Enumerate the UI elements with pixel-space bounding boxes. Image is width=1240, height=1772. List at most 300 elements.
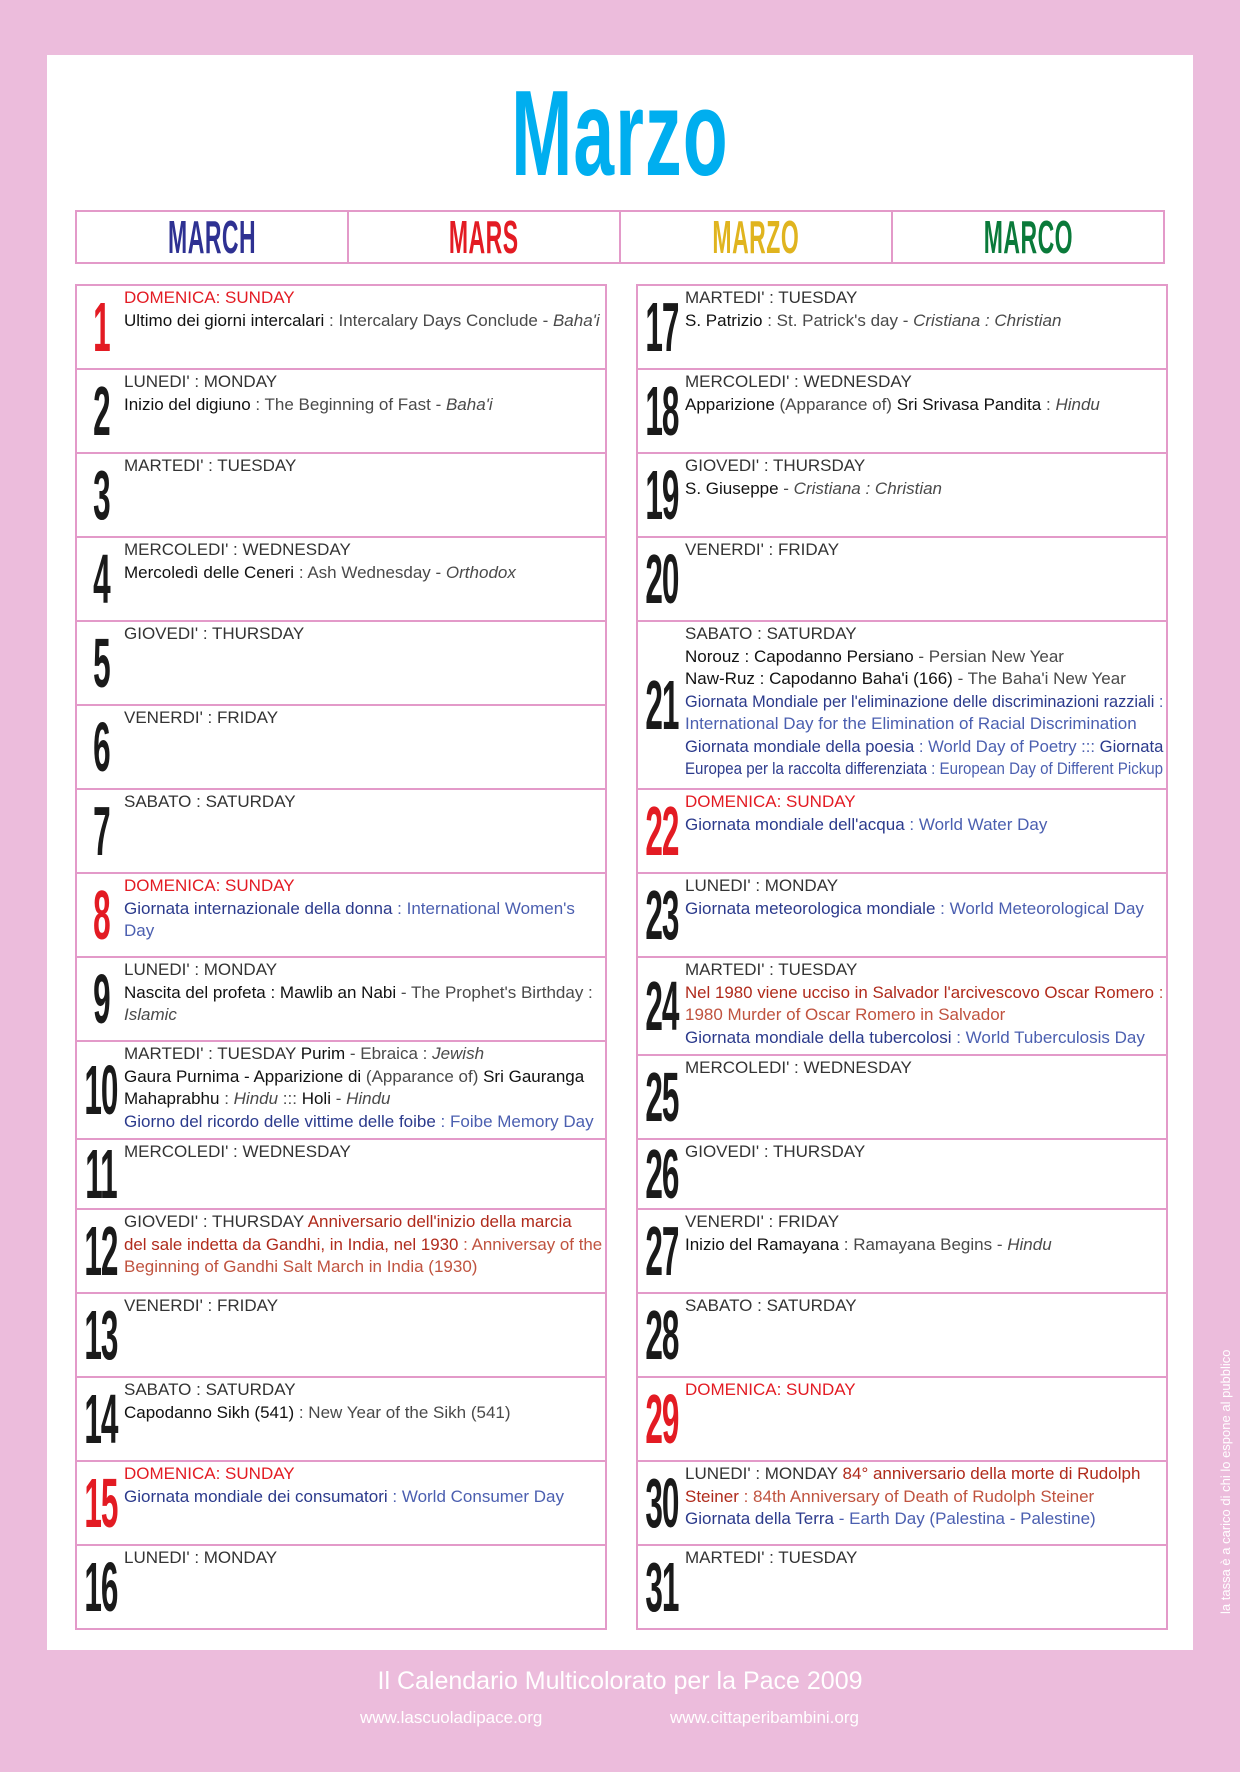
event-text: : Ash Wednesday -	[294, 562, 446, 582]
day-number-box	[77, 958, 125, 1040]
day-text-line	[124, 791, 602, 814]
day-number-box	[77, 1042, 125, 1138]
day-text-line	[124, 898, 602, 921]
day-number-box	[638, 1378, 686, 1460]
event-text: Capodanno Sikh (541)	[124, 1402, 295, 1422]
weekday-label: LUNEDI' : MONDAY	[124, 960, 278, 979]
day-text-line	[685, 1508, 1163, 1531]
event-text: 1980 Murder of Oscar Romero in Salvador	[685, 1005, 1006, 1024]
day-number-box	[77, 454, 125, 536]
event-text: Gaura Purnima - Apparizione di	[124, 1066, 362, 1086]
day-text	[685, 539, 1163, 562]
event-text: Norouz : Capodanno Persiano	[685, 646, 914, 666]
month-name-translations	[75, 210, 1165, 264]
day-text-line	[685, 478, 1163, 501]
day-text	[124, 1547, 602, 1570]
day-row-18	[636, 368, 1168, 454]
day-number: 14	[84, 1380, 118, 1458]
day-number-box	[77, 790, 125, 872]
day-number-box	[638, 1056, 686, 1138]
day-number-box	[77, 286, 125, 368]
day-text	[685, 959, 1163, 1049]
event-text: - Ebraica :	[345, 1044, 433, 1063]
day-number-box	[77, 622, 125, 704]
weekday-label: SABATO : SATURDAY	[124, 1380, 296, 1399]
event-text: S. Patrizio	[685, 310, 763, 330]
day-text	[124, 455, 602, 478]
day-number: 4	[92, 540, 110, 618]
day-text-line	[124, 1295, 602, 1318]
event-text: : 84th Anniversary of Death of Rudolph Steiner	[738, 1486, 1095, 1506]
event-text: - Earth Day (Palestina - Palestine)	[834, 1509, 1096, 1528]
event-text: : World Day of Poetry :::	[914, 736, 1100, 756]
day-number-box	[77, 1294, 125, 1376]
day-text-line	[685, 982, 1164, 1005]
side-note: la tassa è a carico di chi lo espone al pubblico	[1218, 1349, 1233, 1614]
event-text: Giornata mondiale dei consumatori	[124, 1486, 388, 1506]
event-text: 84° anniversario della morte di Rudolph	[842, 1464, 1141, 1483]
weekday-label: DOMENICA: SUNDAY	[685, 792, 856, 811]
event-text: Sri Srivasa Pandita	[896, 394, 1042, 414]
day-number: 2	[92, 372, 110, 450]
day-text-line	[685, 455, 1163, 478]
day-text-line	[685, 1234, 1163, 1257]
event-text: Giornata della Terra	[685, 1509, 834, 1528]
day-text	[124, 287, 602, 332]
day-number: 15	[84, 1464, 118, 1542]
day-number: 25	[645, 1058, 679, 1136]
day-text	[685, 1211, 1163, 1256]
day-text	[685, 1379, 1163, 1402]
lang-cell-french	[349, 212, 621, 262]
event-text: :	[1154, 982, 1164, 1002]
weekday-label: VENERDI' : FRIDAY	[685, 540, 840, 559]
event-text: Apparizione	[685, 394, 775, 414]
weekday-label: LUNEDI' : MONDAY	[124, 1548, 278, 1567]
day-number: 22	[645, 792, 679, 870]
event-text: (Apparance of)	[361, 1066, 484, 1086]
day-text-line	[124, 707, 602, 730]
event-text: Holi	[301, 1089, 331, 1108]
event-text: Ultimo dei giorni intercalari	[124, 310, 325, 330]
day-number: 24	[645, 967, 679, 1045]
event-text: :	[219, 1089, 234, 1108]
event-text: Anniversario dell'inizio della marcia	[307, 1212, 572, 1231]
weekday-label: SABATO : SATURDAY	[124, 792, 296, 811]
day-row-23	[636, 872, 1168, 958]
event-text: Beginning of Gandhi Salt March in India (1930)	[124, 1257, 478, 1276]
day-text	[124, 1043, 602, 1133]
day-number: 23	[645, 876, 679, 954]
day-row-4	[75, 536, 607, 622]
lang-cell-croatian	[893, 212, 1163, 262]
month-name-spanish: MARZO	[712, 212, 800, 262]
day-text	[685, 371, 1163, 416]
event-text: Hindu	[1055, 394, 1100, 414]
day-text	[124, 959, 602, 1027]
day-row-21	[636, 620, 1168, 790]
day-number-box	[638, 622, 686, 788]
day-row-3	[75, 452, 607, 538]
day-text	[124, 1295, 602, 1318]
weekday-label: SABATO : SATURDAY	[685, 624, 857, 643]
day-row-14	[75, 1376, 607, 1462]
day-number: 16	[84, 1548, 118, 1626]
day-text	[124, 539, 602, 584]
day-text-line	[124, 1211, 602, 1234]
day-number-box	[638, 370, 686, 452]
day-text	[685, 1141, 1163, 1164]
day-text	[685, 1463, 1163, 1531]
event-text: Nascita del profeta : Mawlib an Nabi	[124, 982, 397, 1002]
weekday-label: GIOVEDI' : THURSDAY	[685, 1142, 866, 1161]
event-text: : International Women's	[392, 898, 575, 918]
day-number-box	[638, 958, 686, 1054]
day-text-line	[685, 1027, 1163, 1050]
day-text-line	[124, 1547, 602, 1570]
day-text-line	[685, 310, 1163, 333]
month-name-croatian: MARCO	[983, 212, 1073, 262]
event-text: Mercoledì delle Ceneri	[124, 562, 295, 582]
day-number: 28	[645, 1296, 679, 1374]
event-text: Naw-Ruz : Capodanno Baha'i (166)	[685, 669, 953, 688]
day-text	[685, 1295, 1163, 1318]
day-text-line	[685, 736, 1164, 759]
day-number: 1	[92, 288, 110, 366]
weekday-label: MARTEDI' : TUESDAY	[685, 960, 858, 979]
day-number-box	[77, 706, 125, 788]
day-text	[124, 623, 602, 646]
day-number: 19	[645, 456, 679, 534]
event-text: Giorno del ricordo delle vittime delle foibe	[124, 1111, 436, 1131]
day-row-10	[75, 1040, 607, 1140]
day-number-box	[77, 874, 125, 956]
footer-title: Il Calendario Multicolorato per la Pace 2009	[377, 1667, 863, 1695]
day-row-16	[75, 1544, 607, 1630]
event-text: Sri Gauranga	[483, 1066, 585, 1086]
day-text	[124, 1141, 602, 1164]
event-text: Giornata	[1099, 736, 1164, 756]
event-text: Islamic	[124, 1005, 177, 1024]
event-text: Purim	[300, 1044, 346, 1063]
day-number: 30	[645, 1464, 679, 1542]
event-text: : World Tuberculosis Day	[951, 1027, 1145, 1047]
day-text-line	[124, 1043, 602, 1066]
event-text: : European Day of Different Pickup	[926, 759, 1164, 778]
days-column-right	[636, 286, 1168, 1630]
weekday-label: MARTEDI' : TUESDAY	[685, 288, 858, 307]
day-number: 11	[85, 1138, 117, 1210]
weekday-label: MARTEDI' : TUESDAY	[124, 456, 297, 475]
weekday-label: GIOVEDI' : THURSDAY	[124, 1212, 308, 1231]
event-text: -	[778, 478, 794, 498]
day-row-7	[75, 788, 607, 874]
day-text-line	[124, 1463, 602, 1486]
day-text-line	[124, 371, 602, 394]
day-text-line	[124, 982, 602, 1005]
day-number-box	[77, 1546, 125, 1628]
day-row-26	[636, 1138, 1168, 1210]
day-row-11	[75, 1138, 607, 1210]
day-number-box	[638, 1294, 686, 1376]
day-text-line	[685, 1463, 1163, 1486]
day-text-line	[124, 310, 602, 333]
day-text-line	[685, 668, 1163, 691]
day-number: 27	[645, 1212, 679, 1290]
day-row-31	[636, 1544, 1168, 1630]
weekday-label: LUNEDI' : MONDAY	[685, 1464, 843, 1483]
event-text: - Persian New Year	[913, 646, 1064, 666]
day-number-box	[638, 454, 686, 536]
event-text: -	[330, 1089, 347, 1108]
day-text-line	[124, 1111, 602, 1134]
event-text: Cristiana : Christian	[793, 478, 942, 498]
weekday-label: MARTEDI' : TUESDAY	[124, 1044, 301, 1063]
weekday-label: VENERDI' : FRIDAY	[685, 1212, 840, 1231]
event-text: Europea per la raccolta differenziata	[685, 759, 927, 778]
day-row-8	[75, 872, 607, 958]
day-number: 31	[645, 1548, 679, 1626]
event-text: - The Prophet's Birthday :	[396, 982, 593, 1002]
day-number: 7	[92, 792, 110, 870]
day-text-line	[685, 758, 1164, 781]
day-text	[124, 371, 602, 416]
event-text: Baha'i	[445, 394, 493, 414]
event-text: Giornata internazionale della donna	[124, 898, 393, 918]
day-text	[124, 875, 602, 943]
day-text-line	[685, 1141, 1163, 1164]
day-number-box	[638, 1140, 686, 1208]
event-text: International Day for the Elimination of Racial Discrimination	[685, 714, 1137, 733]
day-number-box	[638, 1546, 686, 1628]
day-number-box	[77, 538, 125, 620]
footer-link-cittaperibambini[interactable]: www.cittaperibambini.org	[670, 1708, 859, 1727]
event-text: Baha'i	[552, 310, 600, 330]
day-text-line	[124, 394, 602, 417]
event-text: :::	[278, 1089, 302, 1108]
event-text: : New Year of the Sikh (541)	[294, 1402, 511, 1422]
day-text-line	[685, 1004, 1163, 1027]
weekday-label: GIOVEDI' : THURSDAY	[124, 624, 305, 643]
day-row-28	[636, 1292, 1168, 1378]
weekday-label: MERCOLEDI' : WEDNESDAY	[124, 1142, 351, 1161]
day-text-line	[124, 920, 602, 943]
day-text	[124, 1211, 602, 1279]
day-text	[124, 1379, 602, 1424]
lang-cell-english	[77, 212, 349, 262]
day-row-24	[636, 956, 1168, 1056]
day-number-box	[77, 1462, 125, 1544]
day-number: 9	[92, 960, 110, 1038]
day-text-line	[685, 898, 1163, 921]
day-number-box	[77, 1378, 125, 1460]
day-text	[685, 875, 1163, 920]
weekday-label: DOMENICA: SUNDAY	[124, 288, 295, 307]
day-number-box	[77, 1140, 125, 1208]
day-text-line	[685, 287, 1163, 310]
day-row-9	[75, 956, 607, 1042]
day-text-line	[124, 1088, 602, 1111]
event-text: : St. Patrick's day -	[762, 310, 914, 330]
day-row-27	[636, 1208, 1168, 1294]
day-text	[685, 455, 1163, 500]
day-row-20	[636, 536, 1168, 622]
day-text-line	[685, 1211, 1163, 1234]
day-text-line	[124, 1066, 602, 1089]
day-text-line	[124, 1379, 602, 1402]
event-text: : Foibe Memory Day	[435, 1111, 594, 1131]
day-number-box	[638, 286, 686, 368]
event-text: : Ramayana Begins -	[839, 1234, 1008, 1254]
event-text: Cristiana : Christian	[913, 310, 1062, 330]
lang-cell-spanish	[621, 212, 893, 262]
day-text-line	[685, 713, 1163, 736]
day-row-2	[75, 368, 607, 454]
day-row-5	[75, 620, 607, 706]
day-number: 12	[84, 1212, 118, 1290]
weekday-label: GIOVEDI' : THURSDAY	[685, 456, 866, 475]
day-number: 5	[92, 624, 110, 702]
event-text: Hindu	[233, 1089, 279, 1108]
day-number: 10	[84, 1051, 118, 1129]
event-text: Steiner	[685, 1486, 739, 1506]
day-row-15	[75, 1460, 607, 1546]
day-text-line	[124, 959, 602, 982]
day-text-line	[685, 539, 1163, 562]
event-text: : World Water Day	[904, 814, 1048, 834]
day-text-line	[685, 875, 1163, 898]
weekday-label: MERCOLEDI' : WEDNESDAY	[685, 1058, 912, 1077]
event-text: :	[1154, 691, 1164, 711]
weekday-label: MERCOLEDI' : WEDNESDAY	[124, 540, 351, 559]
day-number: 29	[645, 1380, 679, 1458]
event-text: Giornata mondiale della tubercolosi	[685, 1027, 952, 1047]
weekday-label: VENERDI' : FRIDAY	[124, 708, 279, 727]
day-row-13	[75, 1292, 607, 1378]
day-text-line	[124, 623, 602, 646]
day-row-17	[636, 284, 1168, 370]
day-text	[685, 1057, 1163, 1080]
event-text: del sale indetta da Gandhi, in India, nel 1930	[124, 1234, 459, 1254]
event-text: : World Meteorological Day	[935, 898, 1144, 918]
weekday-label: DOMENICA: SUNDAY	[124, 1464, 295, 1483]
event-text: : Anniversay of the	[458, 1234, 603, 1254]
day-text-line	[124, 875, 602, 898]
day-text-line	[124, 455, 602, 478]
day-row-12	[75, 1208, 607, 1294]
day-text	[685, 623, 1163, 781]
day-number-box	[77, 370, 125, 452]
day-text-line	[124, 539, 602, 562]
event-text: Inizio del Ramayana	[685, 1234, 840, 1254]
day-number: 26	[645, 1138, 679, 1210]
weekday-label: LUNEDI' : MONDAY	[124, 372, 278, 391]
day-text-line	[124, 1141, 602, 1164]
event-text: : World Consumer Day	[387, 1486, 565, 1506]
event-text: Giornata mondiale della poesia	[685, 736, 915, 756]
day-text-line	[685, 394, 1163, 417]
event-text: Orthodox	[445, 562, 516, 582]
footer-link-lascuoladipace[interactable]: www.lascuoladipace.org	[360, 1708, 543, 1727]
day-text-line	[124, 1004, 602, 1027]
day-number: 13	[84, 1296, 118, 1374]
event-text: Nel 1980 viene ucciso in Salvador l'arcivescovo Oscar Romero	[685, 982, 1155, 1002]
page-title: Marzo	[511, 65, 729, 201]
day-text-line	[124, 1486, 602, 1509]
day-number-box	[638, 874, 686, 956]
day-text-line	[685, 959, 1163, 982]
event-text: Hindu	[1007, 1234, 1052, 1254]
day-text-line	[685, 791, 1163, 814]
day-row-22	[636, 788, 1168, 874]
day-number-box	[638, 790, 686, 872]
weekday-label: LUNEDI' : MONDAY	[685, 876, 839, 895]
day-number: 18	[645, 372, 679, 450]
day-text-line	[685, 1547, 1163, 1570]
day-text-line	[685, 814, 1163, 837]
day-number-box	[638, 538, 686, 620]
day-row-1	[75, 284, 607, 370]
event-text: Hindu	[346, 1089, 391, 1108]
event-text: Giornata mondiale dell'acqua	[685, 814, 905, 834]
day-text-line	[124, 562, 602, 585]
event-text: Jewish	[432, 1044, 485, 1063]
day-text	[685, 791, 1163, 836]
day-number: 17	[645, 288, 679, 366]
day-text-line	[124, 1256, 602, 1279]
day-number: 6	[92, 708, 110, 786]
day-row-29	[636, 1376, 1168, 1462]
event-text: : The Beginning of Fast -	[250, 394, 446, 414]
event-text: : Intercalary Days Conclude -	[324, 310, 553, 330]
day-text-line	[124, 1402, 602, 1425]
days-column-left	[75, 286, 607, 1630]
day-text-line	[685, 1295, 1163, 1318]
event-text: Mahaprabhu	[124, 1089, 220, 1108]
day-text	[685, 1547, 1163, 1570]
day-row-6	[75, 704, 607, 790]
day-text-line	[685, 371, 1163, 394]
day-number: 21	[645, 666, 679, 744]
month-name-english: MARCH	[167, 212, 257, 262]
day-number: 3	[92, 456, 110, 534]
day-text	[124, 1463, 602, 1508]
day-text-line	[685, 1486, 1163, 1509]
weekday-label: MARTEDI' : TUESDAY	[685, 1548, 858, 1567]
event-text: Day	[124, 921, 155, 940]
day-number-box	[638, 1462, 686, 1544]
event-text: Inizio del digiuno	[124, 394, 251, 414]
day-text	[124, 707, 602, 730]
day-number-box	[77, 1210, 125, 1292]
day-row-19	[636, 452, 1168, 538]
day-number: 8	[92, 876, 110, 954]
day-text-line	[685, 1057, 1163, 1080]
weekday-label: MERCOLEDI' : WEDNESDAY	[685, 372, 912, 391]
day-text	[124, 791, 602, 814]
weekday-label: SABATO : SATURDAY	[685, 1296, 857, 1315]
day-number-box	[638, 1210, 686, 1292]
weekday-label: DOMENICA: SUNDAY	[124, 876, 295, 895]
day-text-line	[685, 623, 1163, 646]
weekday-label: DOMENICA: SUNDAY	[685, 1380, 856, 1399]
day-text-line	[685, 646, 1163, 669]
month-name-french: MARS	[449, 212, 519, 262]
day-text	[685, 287, 1163, 332]
day-text-line	[685, 1379, 1163, 1402]
day-row-30	[636, 1460, 1168, 1546]
day-number: 20	[645, 540, 679, 618]
